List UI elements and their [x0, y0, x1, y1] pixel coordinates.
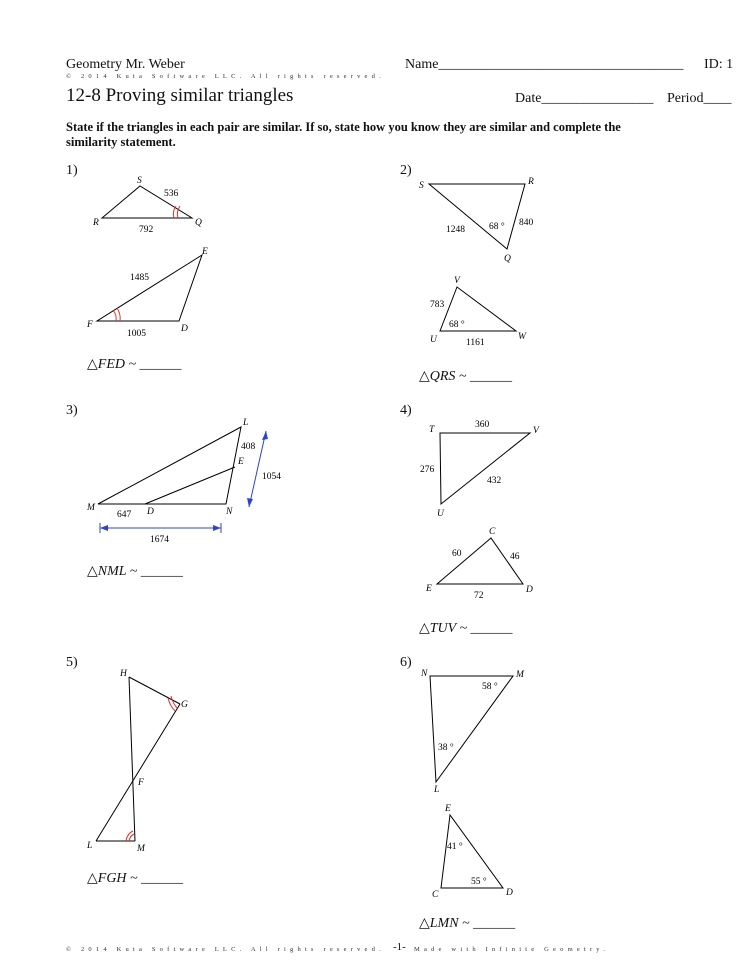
measure-408: 408 [241, 442, 256, 452]
measure-647: 647 [117, 510, 132, 520]
label-t: T [429, 425, 435, 435]
label-q: Q [504, 254, 511, 264]
date-field: Date________________ [515, 91, 654, 106]
measure-360: 360 [475, 420, 490, 430]
problem-6-number: 6) [400, 655, 412, 670]
label-m: M [87, 503, 95, 513]
measure-783: 783 [430, 300, 445, 310]
measure-60: 60 [452, 549, 462, 559]
problem-2-statement: △QRS ~ ______ [419, 369, 513, 384]
label-m: M [516, 670, 524, 680]
label-u: U [437, 509, 444, 519]
label-m: M [137, 844, 145, 854]
problem-2-triangle-vuw [430, 276, 527, 348]
problem-1-triangle-efd [86, 247, 208, 339]
measure-792: 792 [139, 225, 154, 235]
measure-432: 432 [487, 476, 502, 486]
header-copyright: © 2014 Kuta Software LLC. All rights reserved. [66, 73, 385, 80]
measure-41-deg: 41 ° [447, 842, 463, 852]
label-d: D [181, 324, 188, 334]
problem-3-number: 3) [66, 403, 78, 418]
measure-1161: 1161 [466, 338, 485, 348]
problem-5-figure [86, 669, 188, 854]
worksheet-id: ID: 1 [704, 57, 734, 72]
measure-1005: 1005 [127, 329, 146, 339]
footer-copyright: © 2014 Kuta Software LLC. All rights reserved. [66, 946, 385, 953]
label-h: H [120, 669, 127, 679]
label-e: E [426, 584, 432, 594]
measure-68-deg: 68 ° [489, 222, 505, 232]
label-l: L [243, 418, 249, 428]
measure-276: 276 [420, 465, 435, 475]
problem-2-number: 2) [400, 163, 412, 178]
label-v: V [533, 426, 539, 436]
label-s: S [419, 181, 424, 191]
problem-4-triangle-tvu [420, 420, 540, 519]
label-l: L [87, 841, 93, 851]
footer-made-with: Made with Infinite Geometry. [414, 946, 610, 953]
measure-840: 840 [519, 218, 534, 228]
course-title: Geometry Mr. Weber [66, 57, 185, 72]
label-d: D [147, 507, 154, 517]
name-field: Name___________________________________ [405, 57, 684, 72]
measure-72: 72 [474, 591, 484, 601]
label-d: D [506, 888, 513, 898]
label-u: U [430, 335, 437, 345]
label-n: N [226, 507, 233, 517]
label-v: V [454, 276, 460, 286]
label-s: S [137, 176, 142, 186]
measure-536: 536 [164, 189, 179, 199]
problem-3-figure [86, 418, 281, 545]
label-f: F [138, 778, 144, 788]
label-g: G [181, 700, 188, 710]
measure-1485: 1485 [130, 273, 149, 283]
page-title: 12-8 Proving similar triangles [66, 85, 294, 106]
measure-1248: 1248 [446, 225, 465, 235]
measure-46: 46 [510, 552, 520, 562]
problem-1-triangle-srq [92, 176, 202, 235]
problem-4-triangle-ced [425, 527, 533, 601]
period-field: Period____ [667, 91, 732, 106]
label-r: R [528, 177, 534, 187]
label-c: C [489, 527, 496, 537]
problem-5-statement: △FGH ~ ______ [87, 871, 184, 886]
label-e: E [202, 247, 208, 257]
label-c: C [432, 890, 439, 900]
label-q: Q [195, 218, 202, 228]
measure-58-deg: 58 ° [482, 682, 498, 692]
label-e: E [445, 804, 451, 814]
page-number: -1- [393, 941, 406, 953]
measure-55-deg: 55 ° [471, 877, 487, 887]
problem-3-statement: △NML ~ ______ [87, 564, 183, 579]
label-f: F [87, 320, 93, 330]
instructions: State if the triangles in each pair are similar. If so, state how you know they are similar and complete the similarity statement. [66, 120, 621, 149]
problem-4-statement: △TUV ~ ______ [419, 621, 513, 636]
problem-1-number: 1) [66, 163, 78, 178]
label-r: R [93, 218, 99, 228]
problem-2-triangle-srq [419, 177, 534, 264]
label-n: N [421, 669, 428, 679]
measure-38-deg: 38 ° [438, 743, 454, 753]
problem-4-number: 4) [400, 403, 412, 418]
problem-6-triangle-nml [420, 669, 525, 795]
problem-1-statement: △FED ~ ______ [87, 357, 182, 372]
label-l: L [434, 785, 440, 795]
measure-68-deg: 68 ° [449, 320, 465, 330]
problem-5-number: 5) [66, 655, 78, 670]
problem-6-statement: △LMN ~ ______ [419, 916, 516, 931]
label-w: W [518, 332, 526, 342]
label-e: E [238, 457, 244, 467]
measure-1054: 1054 [262, 472, 281, 482]
label-d: D [526, 585, 533, 595]
problem-6-triangle-ecd [432, 804, 513, 900]
measure-1674: 1674 [150, 535, 169, 545]
